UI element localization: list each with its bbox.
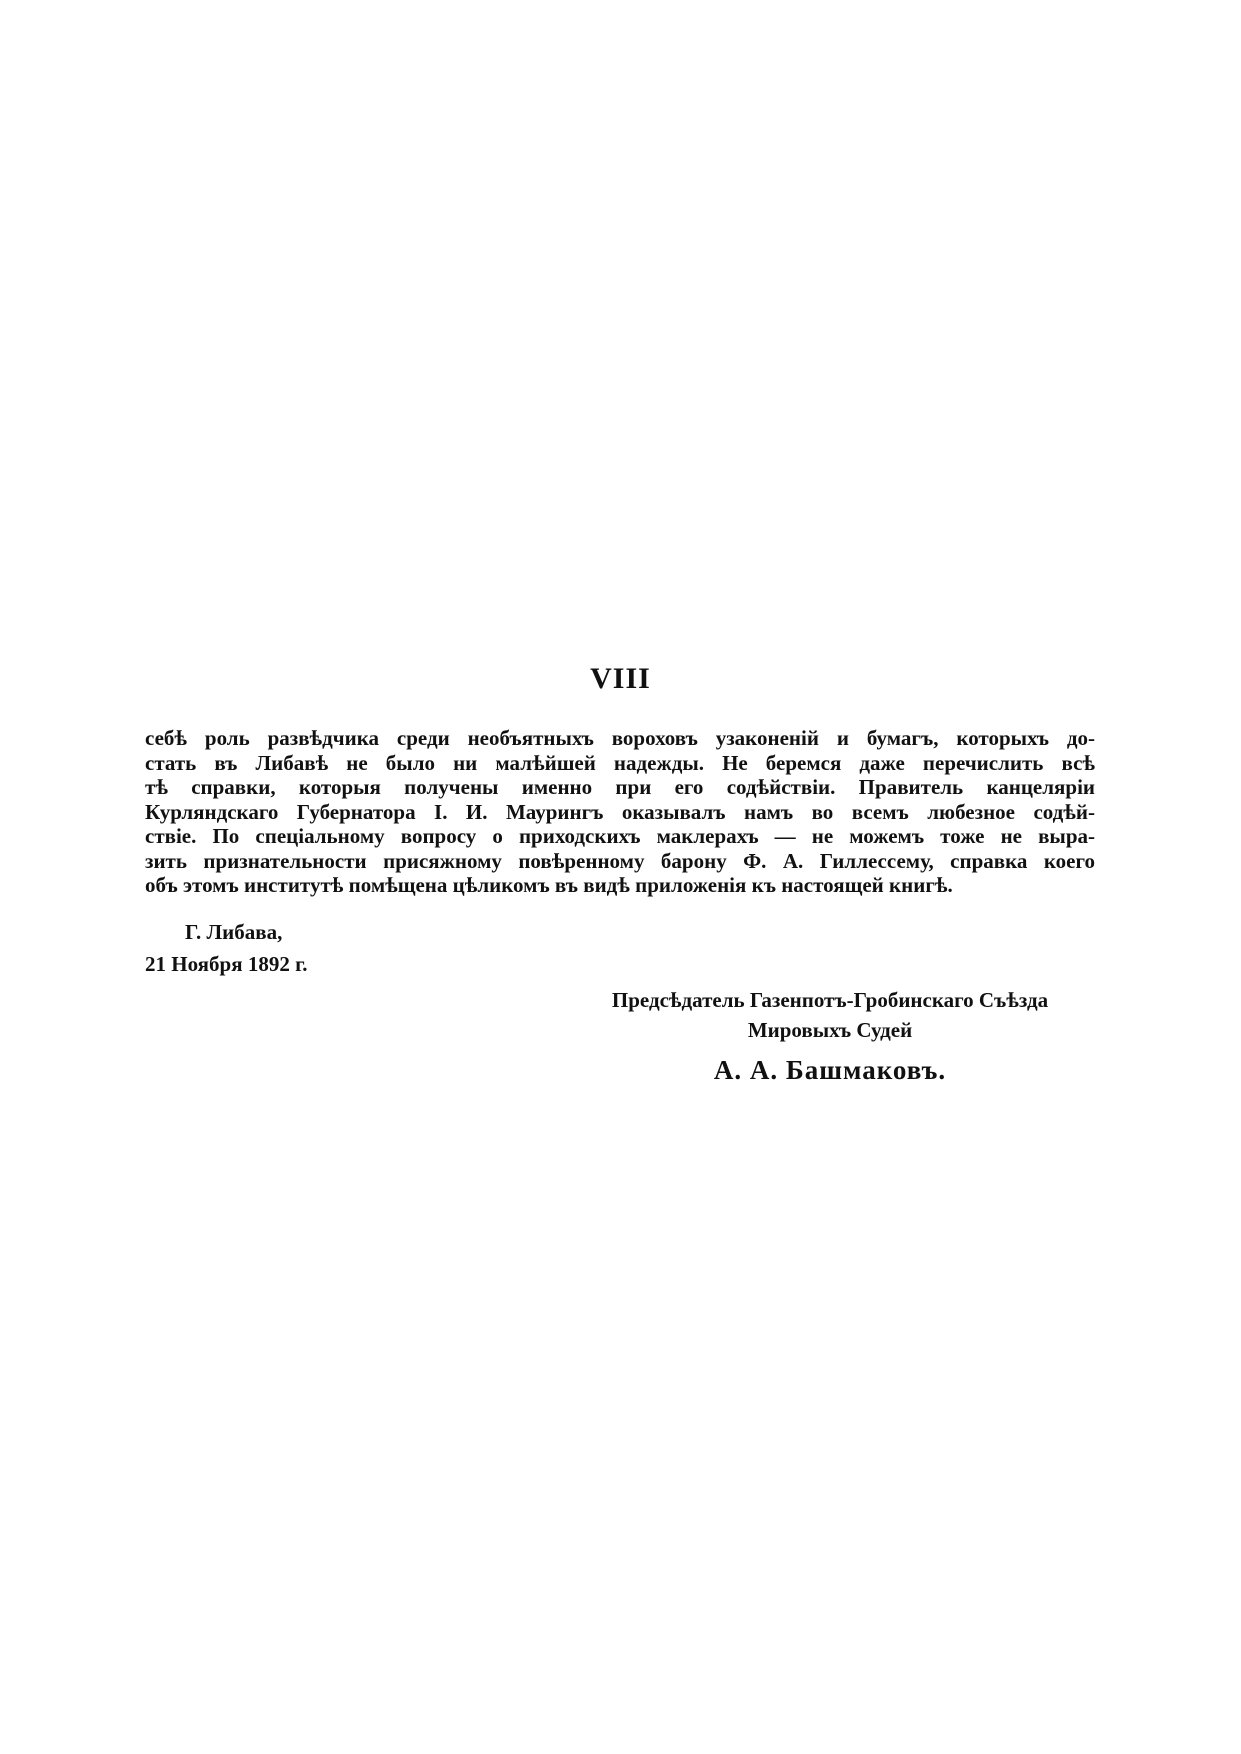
signatory-title-line: Предсѣдатель Газенпотъ-Гробинскаго Съѣзда <box>611 988 1049 1012</box>
signature-block <box>580 985 1080 1086</box>
paragraph-line: Курляндскаго Губернатора І. И. Маурингъ оказывалъ намъ во всемъ любезное содѣй- <box>145 799 1095 824</box>
place-of-writing: Г. Либава, <box>185 920 283 944</box>
paragraph-line: зить признательности присяжному повѣренному барону Ф. А. Гиллессему, справка коего <box>145 848 1095 873</box>
paragraph-line: объ этомъ институтѣ помѣщена цѣликомъ въ видѣ приложенія къ настоящей книгѣ. <box>145 873 953 897</box>
signatory-name: А. А. Башмаковъ. <box>713 1055 947 1085</box>
paragraph-line: тѣ справки, которыя получены именно при его содѣйствіи. Правитель канцеляріи <box>145 775 1095 799</box>
paragraph-line: себѣ роль развѣдчика среди необъятныхъ вороховъ узаконеній и бумагъ, которыхъ до- <box>145 726 1095 750</box>
page-number: VIII <box>590 662 651 695</box>
date-of-writing: 21 Ноября 1892 г. <box>145 952 308 976</box>
paragraph-line: ствіе. По спеціальному вопросу о приходскихъ маклерахъ — не можемъ тоже не выра- <box>145 824 1095 848</box>
paragraph-line: стать въ Либавѣ не было ни малѣйшей надежды. Не беремся даже перечислить всѣ <box>145 750 1095 775</box>
body-paragraph <box>145 726 1095 898</box>
signatory-title-line: Мировыхъ Судей <box>747 1018 913 1042</box>
